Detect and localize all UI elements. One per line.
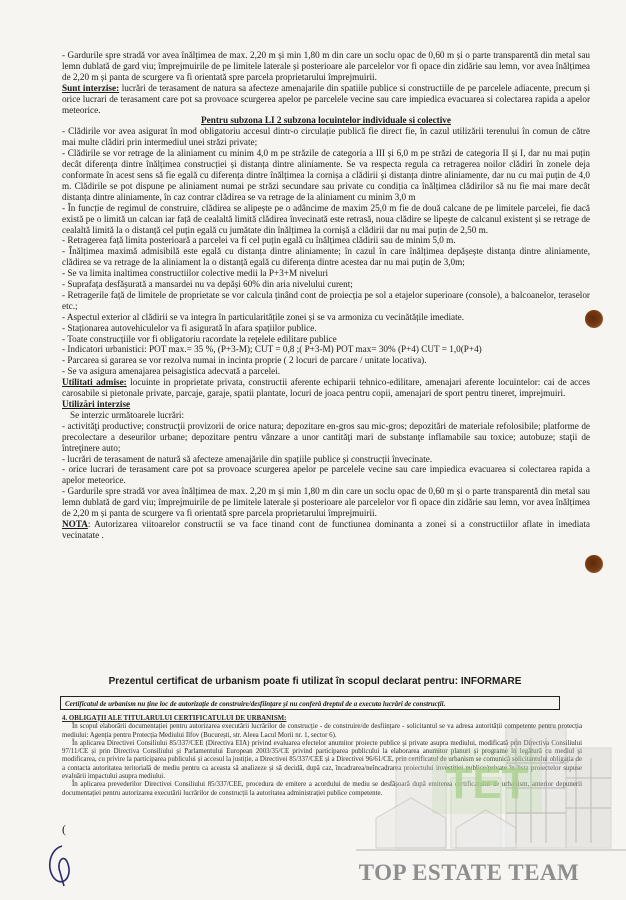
paragraph-text: - Indicatori urbanistici: POT max.= 35 %, (P+3-M); CUT = 0,8 ;( P+3-M) POT max= 30% (P+4) CUT = 1,0(P+4) <box>62 344 482 355</box>
regulation-text <box>62 50 590 541</box>
regulation-paragraph <box>62 421 590 454</box>
tet-logo-icon <box>432 748 542 814</box>
paragraph-text: locuinte in proprietate privata, constructii aferente echiparii tehnico-edilitare, amenajari aferente locuintelor: cai de acces carosabile si pietonale private, parcaje, garaje, spatii plantate, locuri de joaca pentru copii, amenajari de sport pentru tineret, imprejmuiri. <box>62 377 590 399</box>
regulation-paragraph <box>62 203 590 236</box>
regulation-paragraph <box>62 148 590 203</box>
paragraph-text: - Toate construcțiile vor fi obligatoriu racordate la rețelele edilitare publice <box>62 333 337 344</box>
paragraph-text: : Autorizarea viitoarelor constructii se va face tinand cont de functiunea dominanta a zonei si a constructiilor aflate in imediata vecinatate . <box>62 518 590 540</box>
paragraph-text: - Clădirile se vor retrage de la aliniament cu minim 4,0 m pe străzile de categoria a III și 6,0 m pe străzi de categoria II și I, dar nu mai puțin decât diferența dintre înălțimea construcției și distanța dintre aliniamente. Se va respecta regula ca retragerea noilor clădiri în zonele deja conformate în acest sens să fie egală cu diferența dintre înălțimea la cornișa a clădirii și distanța dintre aliniamente, dar nu cu mai puțin de 4,0 m. Clădirile se pot dispune pe aliniament numai pe străzi secundare sau private cu condiția ca înălțimea clădirilor să nu fie mai mare decât distanța dintre aliniamente, în caz contrar clădirea se va retrage de la aliniament cu minim 3,0 m <box>62 148 590 202</box>
regulation-paragraph <box>62 50 590 83</box>
paragraph-text: - În funcție de regimul de construire, clădirea se alipește pe o adâncime de maxim 25,0 m fie de două calcane de pe limitele parcelei, fie dacă există pe o limită un calcan iar față de cealaltă limită clădirea învecinată este retrasă, noua clădire se lipește de calcanul existent și se retrage de cealaltă limită la o distanță cel puțin egală cu jumătate din înălțimea la cornișă a clădirii dar nu mai puțin de 2,50 m. <box>62 202 590 235</box>
punch-hole <box>585 555 603 573</box>
paragraph-text: - Se va asigura amenajarea peisagistica adecvată a parcelei. <box>62 366 281 377</box>
brand-watermark: TOP ESTATE TEAM <box>358 860 580 885</box>
paragraph-text: - Staționarea autovehiculelor va fi asigurată în afara spațiilor publice. <box>62 322 317 333</box>
regulation-paragraph <box>62 323 590 334</box>
paragraph-text: Se interzic următoarele lucrări: <box>70 409 185 420</box>
regulation-paragraph <box>62 126 590 148</box>
paragraph-text: lucrări de terasament de natura sa afecteze amenajarile din spatiile publice si constructiile de pe parcelele adiacente, precum și orice lucrari de terasament care pot sa provoace scurgerea apelor pe parcelele vecine sau care impiedica evacuarea si colectarea rapida a apelor meteorice. <box>62 82 591 115</box>
regulation-paragraph <box>62 519 590 541</box>
obligation-line: În aplicarea Directivei Consiliului 85/337/CEE (Directiva EIA) privind evaluarea efectelor anumitor proiecte publice și private asupra mediului, modificată prin Directiva Consiliului 97/11/CE și prin Directiva Consiliului și Parlamentului European 2003/35/CE privind participarea publicului la elaborarea anumitor planuri și programe în legătură cu mediul și modificarea, cu privire la participarea publicului și accesul la justiție, a Directivei 85/337/CEE și a Directivei 96/61/CE, prin certificatul de urbanism se comunică solicitantului obligația de a contacta autoritatea teritorială de mediu pentru ca aceasta să analizeze și să decidă, după caz, încadrarea/neîncadrarea proiectului investiției publice/private în lista proiectelor supuse evaluării impactului asupra mediului. <box>62 739 582 781</box>
paragraph-text: - Retragerile față de limitele de proprietate se vor calcula ținând cont de proiecția pe sol a etajelor superioare (console), a balcoanelor, teraselor etc.; <box>62 289 590 311</box>
paragraph-text: - Se va limita inaltimea constructiilor colective medii la P+3+M niveluri <box>62 268 329 279</box>
punch-hole <box>585 310 603 328</box>
paragraph-text: - activităţi productive; construcţii provizorii de orice natura; depozitare en-gros sau mic-gros; depozitări de materiale refolosibile; platforme de precolectare a deseurilor urbane; depozitare pentru vânzare a unor cantităţi mari de substanţe inflamabile sau toxice; autobuze; staţii de întreţinere auto; <box>62 420 590 453</box>
paragraph-heading: Utilitati admise: <box>62 377 127 388</box>
regulation-paragraph <box>62 268 590 279</box>
paragraph-text: - Gardurile spre stradă vor avea înălțimea de max. 2,20 m și min 1,80 m din care un soclu opac de 0,60 m și o parte transparentă din metal sau lemn dublată de gard viu; împrejmuirile de pe limitele laterale și posterioare ale parcelelor vor fi opace din zidărie sau lemn, vor avea înălțimea de 2,20 m și panta de scurgere va fi orientată spre parcela proprietarului împrejmuirii. <box>62 486 590 519</box>
paragraph-heading: NOTA <box>62 518 88 529</box>
paragraph-text: - Clădirile vor avea asigurat în mod obligatoriu accesul dintr-o circulație publică fie direct fie, în cazul utilizării terenului în comun de către mai multe clădiri prin intermediul unei străzi private; <box>62 126 590 148</box>
regulation-paragraph <box>62 235 590 246</box>
paragraph-heading: Sunt interzise: <box>62 82 120 93</box>
paragraph-text: - orice lucrari de terasament care pot sa provoace scurgerea apelor pe parcelele vecine sau care impiedica evacuarea si colectarea rapida a apelor meteorice. <box>62 464 590 486</box>
regulation-paragraph <box>62 355 590 366</box>
regulation-paragraph <box>62 83 590 116</box>
paragraph-text: - Aspectul exterior al clădirii se va integra în particularitățile zonei și se va armoniza cu vecinătățile imediate. <box>62 311 465 322</box>
regulation-paragraph <box>62 486 590 519</box>
regulation-paragraph <box>62 454 590 465</box>
paragraph-text: - lucrări de terasament de natură să afecteze amenajările din spațiile publice și construcții învecinate. <box>62 453 433 464</box>
paragraph-text: - Parcarea si gararea se vor rezolva numai in incinta proprie ( 2 locuri de parcare / unitate locativa). <box>62 355 427 366</box>
obligations-title: 4. OBLIGAȚII ALE TITULARULUI CERTIFICATULUI DE URBANISM: <box>62 715 287 722</box>
regulation-paragraph <box>62 290 590 312</box>
regulation-paragraph <box>62 344 590 355</box>
paragraph-heading: Utilizări interzise <box>62 399 131 409</box>
stray-bracket: ( <box>62 822 66 836</box>
obligation-line: În scopul elaborării documentației pentru autorizarea executării lucrărilor de construcție - de construire/de desființare - solicitantul se va adresa autorității competente pentru protecția mediului: Agenția pentru Protecția Mediului Ilfov (București, str. Aleea Lacul Morii nr. 1, sector 6). <box>62 723 582 739</box>
certificate-disclaimer-box: Certificatul de urbanism nu ține loc de autorizație de construire/desființare și nu conferă dreptul de a executa lucrări de construcții. <box>60 696 560 710</box>
regulation-paragraph <box>62 399 590 410</box>
regulation-paragraph <box>62 334 590 345</box>
regulation-paragraph <box>62 366 590 377</box>
paragraph-text: - Suprafața desfășurată a mansardei nu va depăși 60% din aria nivelului curent; <box>62 279 353 290</box>
signature-icon <box>42 842 82 888</box>
paragraph-text: - Retragerea față limita posterioară a parcelei va fi cel puțin egală cu înălțimea clădirii sau de minim 5,0 m. <box>62 235 456 246</box>
regulation-paragraph <box>62 410 590 421</box>
regulation-paragraph <box>62 246 590 268</box>
paragraph-text: - Înălțimea maximă admisibilă este egală cu distanța dintre aliniamente; în cazul în care înălțimea depășește distanța dintre aliniamente, clădirea se va retrage de la aliniament la o distanță egală cu diferența dintre acestea dar nu mai puțin de 3,0m; <box>62 246 590 268</box>
tet-logo-letters: TET <box>445 759 529 808</box>
regulation-paragraph <box>62 279 590 290</box>
subzone-title: Pentru subzona LI 2 subzona locuintelor individuale si colective <box>201 115 451 126</box>
regulation-paragraph <box>62 312 590 323</box>
paragraph-text: - Gardurile spre stradă vor avea înălțimea de max. 2,20 m și min 1,80 m din care un soclu opac de 0,60 m și o parte transparentă din metal sau lemn dublată de gard viu; împrejmuirile de pe limitele laterale și posterioare ale parcelelor vor fi opace din zidărie sau lemn, vor avea înălțimea de 2,20 m și panta de scurgere va fi orientată spre parcela proprietarului împrejmuirii. <box>62 50 590 82</box>
certificate-purpose-title: Prezentul certificat de urbanism poate fi utilizat în scopul declarat pentru: INFORMARE <box>108 676 522 687</box>
regulation-paragraph <box>62 377 590 399</box>
obligation-line: În aplicarea prevederilor Directivei Consiliului 85/337/CEE, procedura de emitere a acordului de mediu se desfășoară după emiterea certificatului de urbanism, anterior depunerii documentației pentru autorizarea executării lucrărilor de construcții la autoritatea administrației publice competente. <box>62 781 582 797</box>
regulation-paragraph <box>62 464 590 486</box>
